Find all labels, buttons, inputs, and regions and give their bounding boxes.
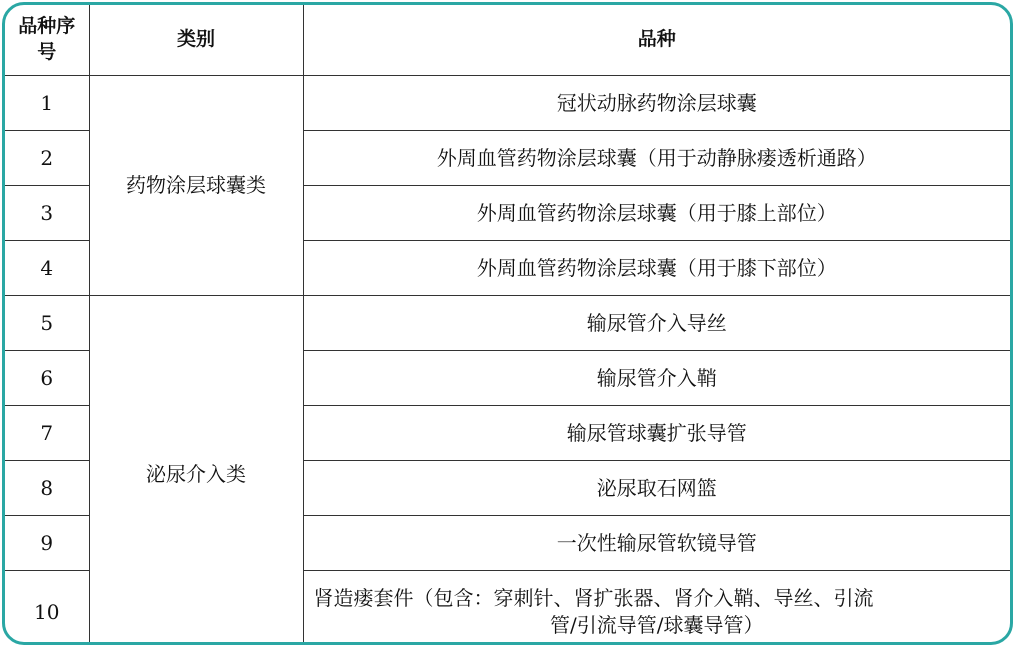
variety-line-2: 管/引流导管/球囊导管） — [550, 613, 764, 637]
variety-cell: 冠状动脉药物涂层球囊 — [303, 76, 1010, 131]
row-no: 5 — [5, 296, 89, 351]
table-row — [5, 76, 1010, 131]
variety-cell: 输尿管球囊扩张导管 — [303, 406, 1010, 461]
variety-cell: 一次性输尿管软镜导管 — [303, 516, 1010, 571]
row-no: 10 — [5, 571, 89, 646]
table-row — [5, 296, 1010, 351]
row-no: 2 — [5, 131, 89, 186]
variety-cell: 外周血管药物涂层球囊（用于动静脉瘘透析通路） — [303, 131, 1010, 186]
row-no: 7 — [5, 406, 89, 461]
header-variety: 品种 — [303, 5, 1010, 76]
header-category: 类别 — [89, 5, 303, 76]
table-frame — [2, 2, 1013, 645]
row-no: 8 — [5, 461, 89, 516]
row-no: 4 — [5, 241, 89, 296]
row-no: 6 — [5, 351, 89, 406]
variety-table — [5, 5, 1010, 645]
variety-cell: 输尿管介入鞘 — [303, 351, 1010, 406]
header-row — [5, 5, 1010, 76]
variety-cell: 泌尿取石网篮 — [303, 461, 1010, 516]
row-no: 9 — [5, 516, 89, 571]
variety-cell — [303, 571, 1010, 646]
variety-cell: 输尿管介入导丝 — [303, 296, 1010, 351]
category-cell: 泌尿介入类 — [89, 296, 303, 646]
row-no: 1 — [5, 76, 89, 131]
header-no: 品种序号 — [5, 5, 89, 76]
category-cell: 药物涂层球囊类 — [89, 76, 303, 296]
variety-line-1: 肾造瘘套件（包含：穿刺针、肾扩张器、肾介入鞘、导丝、引流 — [313, 586, 874, 610]
variety-cell: 外周血管药物涂层球囊（用于膝下部位） — [303, 241, 1010, 296]
row-no: 3 — [5, 186, 89, 241]
variety-cell: 外周血管药物涂层球囊（用于膝上部位） — [303, 186, 1010, 241]
